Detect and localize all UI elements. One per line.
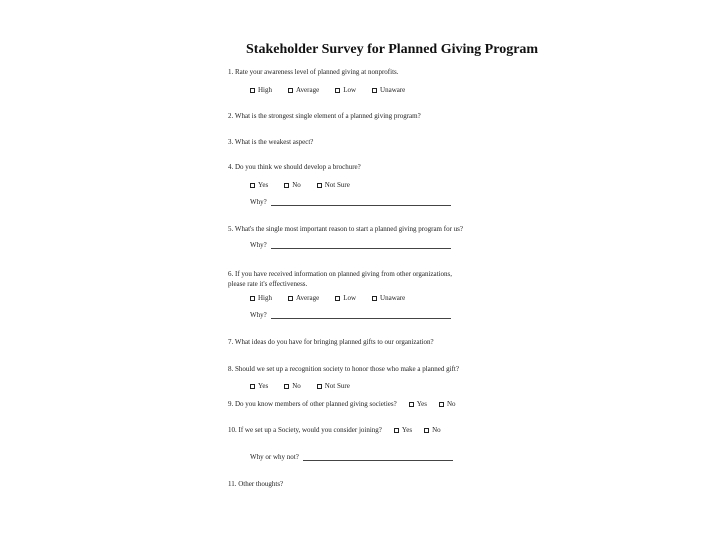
question-6-options xyxy=(250,294,421,302)
checkbox-icon xyxy=(250,88,255,93)
question-9: 9. Do you know members of other planned giving societies? Yes No xyxy=(228,400,468,408)
q4-answer-line[interactable] xyxy=(271,199,451,206)
checkbox-icon xyxy=(284,384,289,389)
q6-option-high[interactable]: High xyxy=(250,294,272,302)
question-3: 3. What is the weakest aspect? xyxy=(228,138,314,146)
q8-option-yes[interactable]: Yes xyxy=(250,382,268,390)
checkbox-icon xyxy=(424,428,429,433)
question-4-why: Why? xyxy=(250,198,451,206)
q4-option-not-sure[interactable]: Not Sure xyxy=(317,181,350,189)
question-8-options xyxy=(250,382,366,390)
checkbox-icon xyxy=(250,296,255,301)
question-10: 10. If we set up a Society, would you consider joining? Yes No xyxy=(228,426,453,434)
q1-option-high[interactable]: High xyxy=(250,86,272,94)
q6-option-average[interactable]: Average xyxy=(288,294,319,302)
checkbox-icon xyxy=(288,296,293,301)
q6-option-low[interactable]: Low xyxy=(335,294,356,302)
checkbox-icon xyxy=(372,296,377,301)
q10-answer-line[interactable] xyxy=(303,454,453,461)
q5-answer-line[interactable] xyxy=(271,242,451,249)
question-8: 8. Should we set up a recognition society to honor those who make a planned gift? xyxy=(228,365,459,373)
question-1: 1. Rate your awareness level of planned giving at nonprofits. xyxy=(228,68,399,76)
question-10-why: Why or why not? xyxy=(250,453,453,461)
checkbox-icon xyxy=(335,88,340,93)
question-11: 11. Other thoughts? xyxy=(228,480,284,488)
question-5-why: Why? xyxy=(250,241,451,249)
checkbox-icon xyxy=(250,183,255,188)
checkbox-icon xyxy=(250,384,255,389)
checkbox-icon xyxy=(288,88,293,93)
checkbox-icon xyxy=(335,296,340,301)
question-2: 2. What is the strongest single element of a planned giving program? xyxy=(228,112,421,120)
q4-option-no[interactable]: No xyxy=(284,181,301,189)
checkbox-icon xyxy=(409,402,414,407)
checkbox-icon xyxy=(394,428,399,433)
q1-option-unaware[interactable]: Unaware xyxy=(372,86,405,94)
question-6: 6. If you have received information on planned giving from other organizations, please rate it's effectiveness. xyxy=(228,270,452,288)
q6-option-unaware[interactable]: Unaware xyxy=(372,294,405,302)
checkbox-icon xyxy=(317,183,322,188)
survey-title: Stakeholder Survey for Planned Giving Program xyxy=(246,42,539,57)
q1-option-low[interactable]: Low xyxy=(335,86,356,94)
question-1-options xyxy=(250,86,421,94)
q9-option-yes[interactable]: Yes xyxy=(409,400,427,408)
question-4-options xyxy=(250,181,366,189)
checkbox-icon xyxy=(284,183,289,188)
q6-answer-line[interactable] xyxy=(271,312,451,319)
q4-option-yes[interactable]: Yes xyxy=(250,181,268,189)
checkbox-icon xyxy=(439,402,444,407)
question-5: 5. What's the single most important reason to start a planned giving program for us? xyxy=(228,225,463,233)
q1-option-average[interactable]: Average xyxy=(288,86,319,94)
checkbox-icon xyxy=(317,384,322,389)
checkbox-icon xyxy=(372,88,377,93)
q10-option-no[interactable]: No xyxy=(424,426,441,434)
q9-option-no[interactable]: No xyxy=(439,400,456,408)
question-6-why: Why? xyxy=(250,311,451,319)
question-7: 7. What ideas do you have for bringing planned gifts to our organization? xyxy=(228,338,434,346)
q10-option-yes[interactable]: Yes xyxy=(394,426,412,434)
question-4: 4. Do you think we should develop a brochure? xyxy=(228,163,361,171)
q8-option-not-sure[interactable]: Not Sure xyxy=(317,382,350,390)
question-9-options xyxy=(409,400,468,408)
question-10-options xyxy=(394,426,453,434)
q8-option-no[interactable]: No xyxy=(284,382,301,390)
